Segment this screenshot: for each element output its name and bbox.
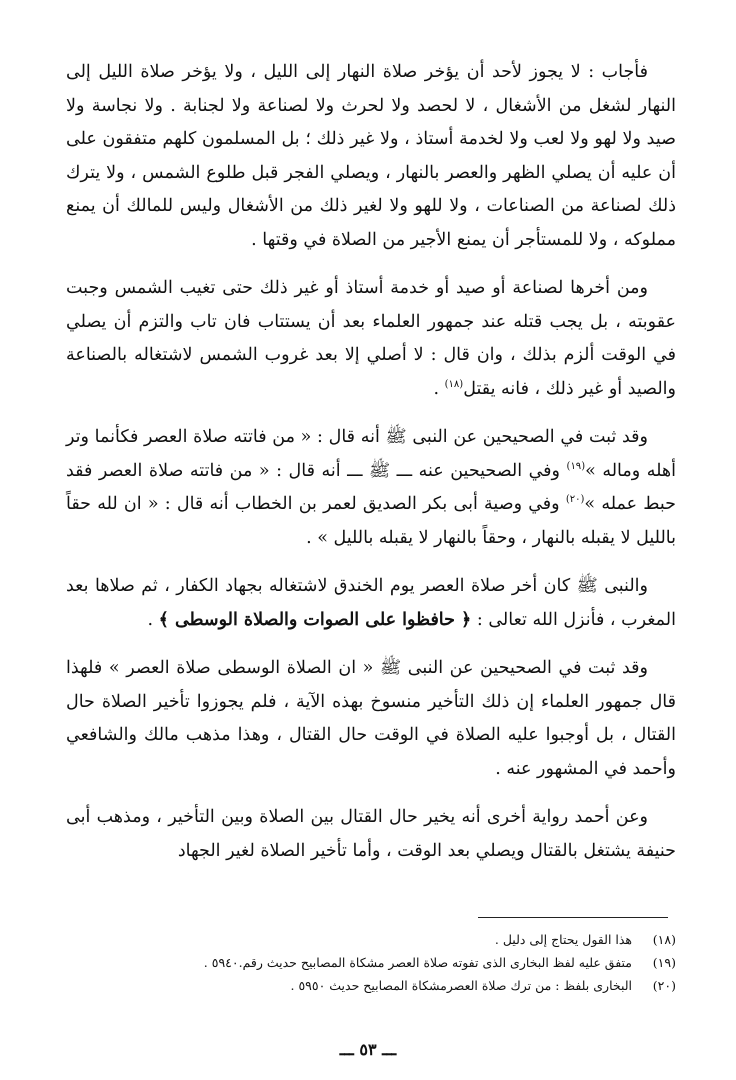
paragraph-4: والنبى ﷺ كان أخر صلاة العصر يوم الخندق لاشتغاله بجهاد الكفار ، ثم صلاها بعد المغرب ، فأنزل الله تعالى : ﴿ حافظوا على الصوات والصلاة الوسطى ﴾ . [66, 576, 676, 630]
footnote-18: (١٨) هذا القول يحتاج إلى دليل . [494, 932, 676, 947]
quran-verse: ﴿ حافظوا على الصوات والصلاة الوسطى ﴾ [158, 609, 472, 630]
paragraph-6: وعن أحمد رواية أخرى أنه يخير حال القتال بين الصلاة وبين التأخير ، ومذهب أبى حنيفة يشتغل بالقتال ويصلي بعد الوقت ، وأما تأخير الصلاة لغير الجهاد [66, 807, 676, 861]
footnote-19: (١٩) متفق عليه لفظ البخارى الذى تفوته صلاة العصر مشكاة المصابيح حديث رقم.٥٩٤٠ . [203, 955, 676, 970]
paragraph-2: ومن أخرها لصناعة أو صيد أو خدمة أستاذ أو غير ذلك حتى تغيب الشمس وجبت عقوبته ، بل يجب قتله عند جمهور العلماء بعد أن يستتاب فان تاب والتزم أن يصلي في الوقت ألزم بذلك ، وان قال : لا أصلي إلا بعد غروب الشمس لاشتغاله بالصناعة والصيد أو غير ذلك ، فانه يقتل$^{(١٨)}$ . [66, 278, 676, 399]
footnote-ref-20: (٢٠) [565, 494, 585, 506]
footnote-divider [478, 917, 668, 918]
main-text [66, 56, 676, 883]
footnote-20: (٢٠) البخارى بلفظ : من ترك صلاة العصرمشكاة المصابيح حديث ٥٩٥٠ . [290, 978, 676, 993]
paragraph-5: وقد ثبت في الصحيحين عن النبى ﷺ « ان الصلاة الوسطى صلاة العصر » فلهذا قال جمهور العلماء إن ذلك التأخير منسوخ بهذه الآية ، فلم يجوزوا تأخير الصلاة حال القتال ، بل أوجبوا عليه الصلاة في الوقت حال القتال ، وهذا مذهب مالك والشافعي وأحمد في المشهور عنه . [66, 658, 676, 779]
page-number: ـــ ٥٣ ـــ [339, 1040, 397, 1059]
paragraph-3: وقد ثبت في الصحيحين عن النبى ﷺ أنه قال : « من فاتته صلاة العصر فكأنما وتر أهله وماله »$^{(١٩)}$ وفي الصحيحين عنه ـــ ﷺ ـــ أنه قال : « من فاتته صلاة العصر فقد حبط عمله »$^{(٢٠)}$ وفي وصية أبى بكر الصديق لعمر بن الخطاب أنه قال : « ان لله حقاً بالليل لا يقبله بالنهار ، وحقاً بالنهار لا يقبله بالليل » . [66, 427, 676, 548]
footnotes [66, 928, 676, 997]
footnote-ref-18: (١٨) [444, 378, 464, 390]
footnote-ref-19: (١٩) [566, 460, 586, 472]
paragraph-1: فأجاب : لا يجوز لأحد أن يؤخر صلاة النهار إلى الليل ، ولا يؤخر صلاة الليل إلى النهار لشغل من الأشغال ، لا لحصد ولا لحرث ولا لصناعة ولا لجنابة . ولا نجاسة ولا صيد ولا لهو ولا لعب ولا لخدمة أستاذ ، ولا غير ذلك ؛ بل المسلمون كلهم متفقون على أن عليه أن يصلي الظهر والعصر بالنهار ، ويصلي الفجر قبل طلوع الشمس ، ولا يترك ذلك لصناعة من الصناعات ، ولا للهو ولا لغير ذلك من الأشغال وليس للمالك أن يمنع مملوكه ، ولا للمستأجر أن يمنع الأجير من الصلاة في وقتها . [66, 62, 676, 250]
